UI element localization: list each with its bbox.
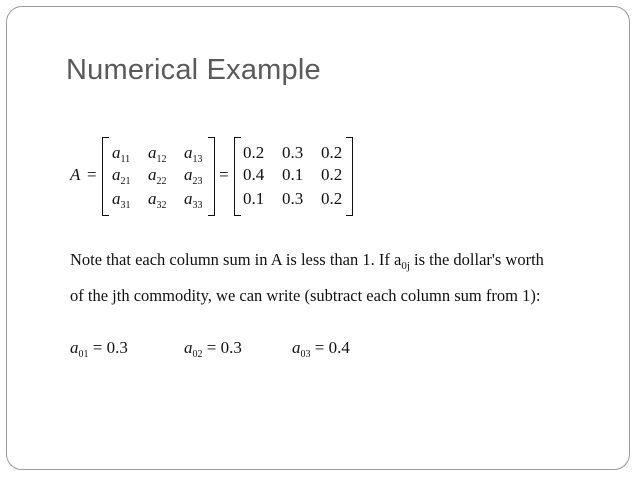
result-a01 [70, 338, 128, 360]
symbolic-matrix-left-bracket [102, 137, 109, 216]
matrix-symbol: A [70, 165, 81, 184]
result-a03 [292, 338, 350, 360]
note-line-1-sub: 0j [401, 260, 410, 272]
matrix-element-base: a [184, 143, 193, 162]
result-a02 [184, 338, 242, 360]
result-value: = 0.4 [310, 338, 350, 357]
matrix-element-base: a [148, 143, 157, 162]
numeric-cell-r3c2: 0.3 [282, 189, 304, 208]
numeric-cell-r2c3: 0.2 [321, 165, 343, 184]
note-line-2: of the jth commodity, we can write (subtract each column sum from 1): [70, 286, 541, 305]
result-value: = 0.3 [88, 338, 128, 357]
equals-sign-2: = [219, 165, 229, 184]
numeric-cell-r3c1: 0.1 [243, 189, 265, 208]
numeric-cell-r1c2: 0.3 [282, 143, 304, 162]
matrix-element-a33 [184, 189, 226, 211]
result-value: = 0.3 [202, 338, 242, 357]
numeric-cell-r3c3: 0.2 [321, 189, 343, 208]
matrix-element-base: a [184, 165, 193, 184]
result-subscript: 02 [192, 349, 203, 360]
note-line-1 [70, 250, 544, 272]
result-base: a [184, 338, 193, 357]
numeric-matrix-right-bracket [346, 137, 353, 216]
matrix-element-subscript: 31 [120, 200, 131, 211]
matrix-element-subscript: 11 [120, 154, 131, 165]
note-line-1-part1: Note that each column sum in A is less than 1. If a [70, 250, 402, 269]
matrix-element-base: a [148, 189, 157, 208]
matrix-element-subscript: 21 [120, 176, 131, 187]
matrix-element-base: a [112, 165, 121, 184]
numeric-cell-r1c1: 0.2 [243, 143, 265, 162]
result-base: a [292, 338, 301, 357]
matrix-element-subscript: 33 [192, 200, 203, 211]
result-subscript: 03 [300, 349, 311, 360]
matrix-element-subscript: 22 [156, 176, 167, 187]
numeric-matrix-left-bracket [234, 137, 241, 216]
result-subscript: 01 [78, 349, 89, 360]
matrix-element-base: a [112, 189, 121, 208]
numeric-cell-r1c3: 0.2 [321, 143, 343, 162]
matrix-element-base: a [148, 165, 157, 184]
matrix-element-subscript: 23 [192, 176, 203, 187]
note-line-1-part2: is the dollar's worth [409, 250, 544, 269]
matrix-element-base: a [112, 143, 121, 162]
matrix-element-a13 [184, 143, 226, 165]
numeric-cell-r2c1: 0.4 [243, 165, 265, 184]
matrix-element-subscript: 13 [192, 154, 203, 165]
equals-sign-1: = [87, 165, 97, 184]
result-base: a [70, 338, 79, 357]
numeric-cell-r2c2: 0.1 [282, 165, 304, 184]
matrix-element-base: a [184, 189, 193, 208]
matrix-element-subscript: 32 [156, 200, 167, 211]
slide-title: Numerical Example [66, 54, 321, 86]
matrix-element-subscript: 12 [156, 154, 167, 165]
